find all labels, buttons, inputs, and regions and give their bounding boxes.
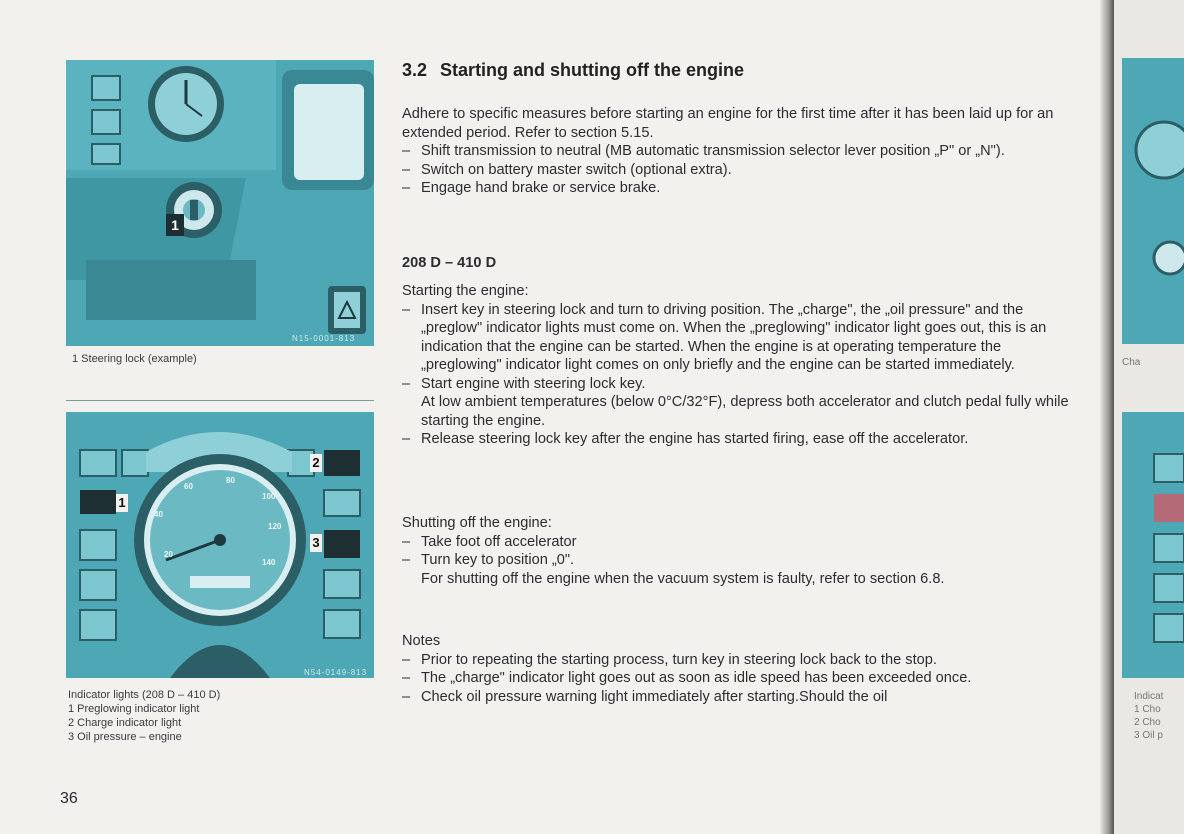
caption-item: 1 Preglowing indicator light (68, 703, 200, 715)
gauge-digits (66, 412, 374, 678)
list-item (402, 142, 1092, 161)
gauge-digit: 40 (154, 510, 163, 519)
list-item-text: Release steering lock key after the engine has started firing, ease off the accelerator. (421, 431, 969, 447)
dash: – (402, 180, 411, 196)
next-page-caption: Cha (1122, 357, 1141, 368)
next-page-caption-line: 2 Cho (1134, 717, 1161, 728)
list-item-text: Switch on battery master switch (optional extra). (421, 161, 732, 178)
caption-title: Indicator lights (208 D – 410 D) (68, 689, 221, 701)
next-page-caption-line: Indicat (1134, 691, 1164, 702)
gauge-digit: 140 (262, 558, 276, 567)
gauge-digit: 80 (226, 476, 235, 485)
dash: – (402, 688, 411, 705)
list-item-text: Start engine with steering lock key. (421, 375, 646, 392)
list-item (402, 533, 1042, 552)
list-item (402, 669, 1031, 688)
shutting-heading: Shutting off the engine: (402, 515, 552, 531)
vacuum-note: For shutting off the engine when the vacuum system is faulty, refer to section 6.8. (421, 570, 945, 587)
callout-3-badge: 3 (310, 534, 322, 552)
list-item-text: Shift transmission to neutral (MB automatic transmission selector lever position „P" or „N"). (421, 143, 1005, 159)
callout-2-badge: 2 (310, 454, 322, 472)
list-item (402, 161, 1092, 180)
section-title: Starting and shutting off the engine (440, 60, 745, 80)
list-item (402, 651, 1052, 670)
list-item-text: Prior to repeating the starting process, turn key in steering lock back to the stop. (421, 651, 937, 668)
gauge-digit: 60 (184, 482, 193, 491)
indicator-lights-figure (66, 412, 374, 678)
starting-block (402, 282, 1082, 449)
figure-caption: 1 Steering lock (example) (72, 353, 197, 365)
list-item-text: Take foot off accelerator (421, 533, 577, 550)
section-heading (402, 60, 752, 81)
caption-item: 2 Charge indicator light (68, 717, 182, 729)
dash: – (402, 670, 411, 686)
shutting-block (402, 514, 1042, 588)
list-item (402, 551, 1042, 570)
list-item (402, 301, 1082, 375)
list-item-text: The „charge" indicator light goes out as soon as idle speed has been exceeded once. (421, 670, 972, 686)
list-item (402, 179, 1092, 198)
divider (66, 400, 374, 401)
steering-lock-illustration (66, 60, 374, 346)
figure-code: N54-0149-813 (304, 668, 368, 677)
figure-code: N15-0001-813 (292, 334, 356, 343)
steering-lock-figure (66, 60, 374, 346)
dash: – (402, 143, 411, 159)
dash: – (402, 161, 411, 178)
dash: – (402, 533, 411, 550)
list-item-text: Insert key in steering lock and turn to driving position. The „charge", the „oil pressure" and the „preglow" indicator lights must come on. When the „preglowing" indicator light goes out, this is an indication that the engine can be started. When the engine is at operating temperature the „preglowing" indicator light comes on only briefly and the engine can be started immediately. (421, 301, 1047, 373)
caption-item: 3 Oil pressure – engine (68, 731, 182, 743)
next-page-edge (1114, 0, 1184, 834)
callout-1-badge: 1 (171, 217, 179, 233)
dash: – (402, 552, 411, 568)
dash: – (402, 301, 411, 318)
next-page-caption-line: 3 Oil p (1134, 730, 1163, 741)
list-item (402, 688, 1052, 707)
list-item (402, 430, 1082, 449)
figure-caption (68, 688, 220, 744)
intro-paragraph: Adhere to specific measures before starting an engine for the first time after it has been laid up for an extended period. Refer to section 5.15. (402, 106, 1054, 141)
gauge-digit: 120 (268, 522, 282, 531)
list-item-text: Check oil pressure warning light immediately after starting.Should the oil (421, 688, 888, 705)
low-temp-note: At low ambient temperatures (below 0°C/32°F), depress both accelerator and clutch pedal fully while starting the engine. (421, 394, 1069, 429)
list-item-text: Engage hand brake or service brake. (421, 180, 661, 196)
next-page-caption-line: 1 Cho (1134, 704, 1161, 715)
section-number: 3.2 (402, 60, 428, 80)
model-heading: 208 D – 410 D (402, 255, 497, 271)
callout-1-badge: 1 (116, 494, 128, 512)
list-item (402, 375, 1082, 394)
starting-heading: Starting the engine: (402, 283, 529, 299)
page-number: 36 (60, 790, 78, 807)
notes-heading: Notes (402, 633, 441, 649)
gauge-digit: 100 (262, 492, 276, 501)
next-page-caption (1134, 690, 1163, 742)
book-gutter (1100, 0, 1114, 834)
dash: – (402, 375, 411, 392)
list-item-text: Turn key to position „0". (421, 552, 575, 568)
intro-block (402, 105, 1092, 198)
dash: – (402, 431, 411, 447)
dash: – (402, 651, 411, 668)
notes-block (402, 632, 1052, 706)
gauge-digit: 20 (164, 550, 173, 559)
